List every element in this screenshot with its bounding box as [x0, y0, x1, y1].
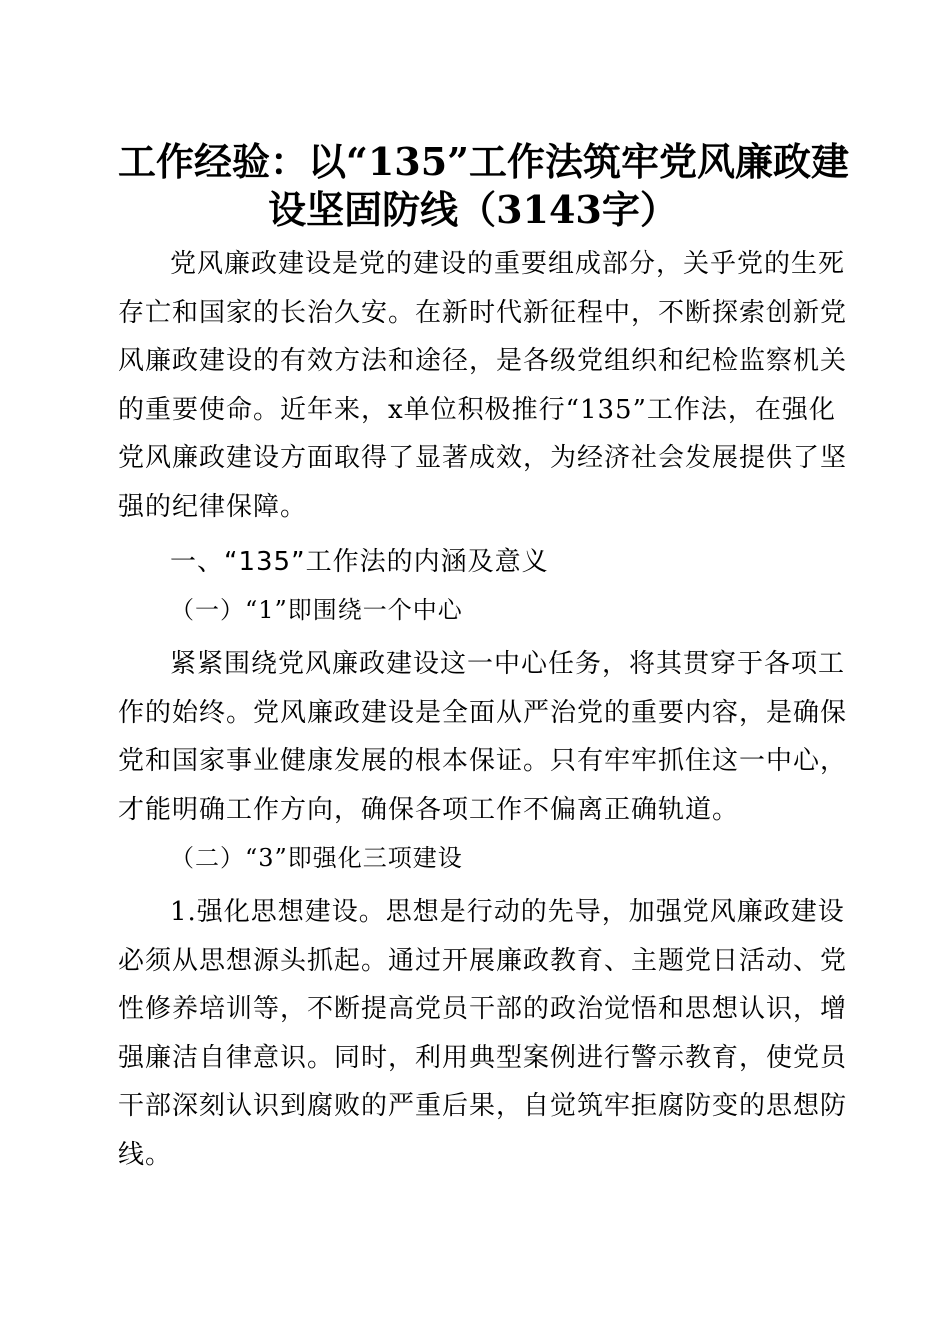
- paragraph-line: 的重要使命。近年来，x单位积极推行“135”工作法，在强化: [118, 394, 836, 425]
- paragraph-line: 强的纪律保障。: [118, 491, 308, 522]
- section-1-heading: 一、“135”工作法的内涵及意义: [170, 547, 549, 577]
- paragraph-line: 党风廉政建设方面取得了显著成效，为经济社会发展提供了坚: [118, 443, 848, 474]
- paragraph-line: 必须从思想源头抓起。通过开展廉政教育、主题党日活动、党: [118, 945, 848, 976]
- paragraph-line: 党和国家事业健康发展的根本保证。只有牢牢抓住这一中心，: [118, 746, 848, 777]
- paragraph-line: 紧紧围绕党风廉政建设这一中心任务，将其贯穿于各项工: [170, 649, 846, 679]
- paragraph-line: 作的始终。党风廉政建设是全面从严治党的重要内容，是确保: [118, 697, 848, 728]
- subsection-1-paragraph: [118, 640, 848, 834]
- paragraph-line: 才能明确工作方向，确保各项工作不偏离正确轨道。: [118, 794, 740, 825]
- paragraph-line: 1.强化思想建设。思想是行动的先导，加强党风廉政建设: [170, 897, 845, 927]
- document-title-line-2: 设坚固防线（3143字）: [268, 187, 678, 232]
- paragraph-line: 风廉政建设的有效方法和途径，是各级党组织和纪检监察机关: [118, 346, 848, 377]
- document-title-line-1: 工作经验：以“135”工作法筑牢党风廉政建: [118, 139, 850, 184]
- subsection-2-paragraph: [118, 888, 848, 1180]
- paragraph-line: 干部深刻认识到腐败的严重后果，自觉筑牢拒腐防变的思想防: [118, 1091, 848, 1122]
- paragraph-line: 线。: [118, 1139, 173, 1170]
- intro-paragraph: [118, 240, 848, 532]
- paragraph-line: 党风廉政建设是党的建设的重要组成部分，关乎党的生死: [170, 249, 846, 279]
- subsection-1-heading: （一）“1”即围绕一个中心: [170, 596, 463, 624]
- subsection-2-heading: （二）“3”即强化三项建设: [170, 844, 463, 872]
- paragraph-line: 存亡和国家的长治久安。在新时代新征程中，不断探索创新党: [118, 297, 848, 328]
- paragraph-line: 性修养培训等，不断提高党员干部的政治觉悟和思想认识，增: [118, 994, 848, 1025]
- paragraph-line: 强廉洁自律意识。同时，利用典型案例进行警示教育，使党员: [118, 1042, 848, 1073]
